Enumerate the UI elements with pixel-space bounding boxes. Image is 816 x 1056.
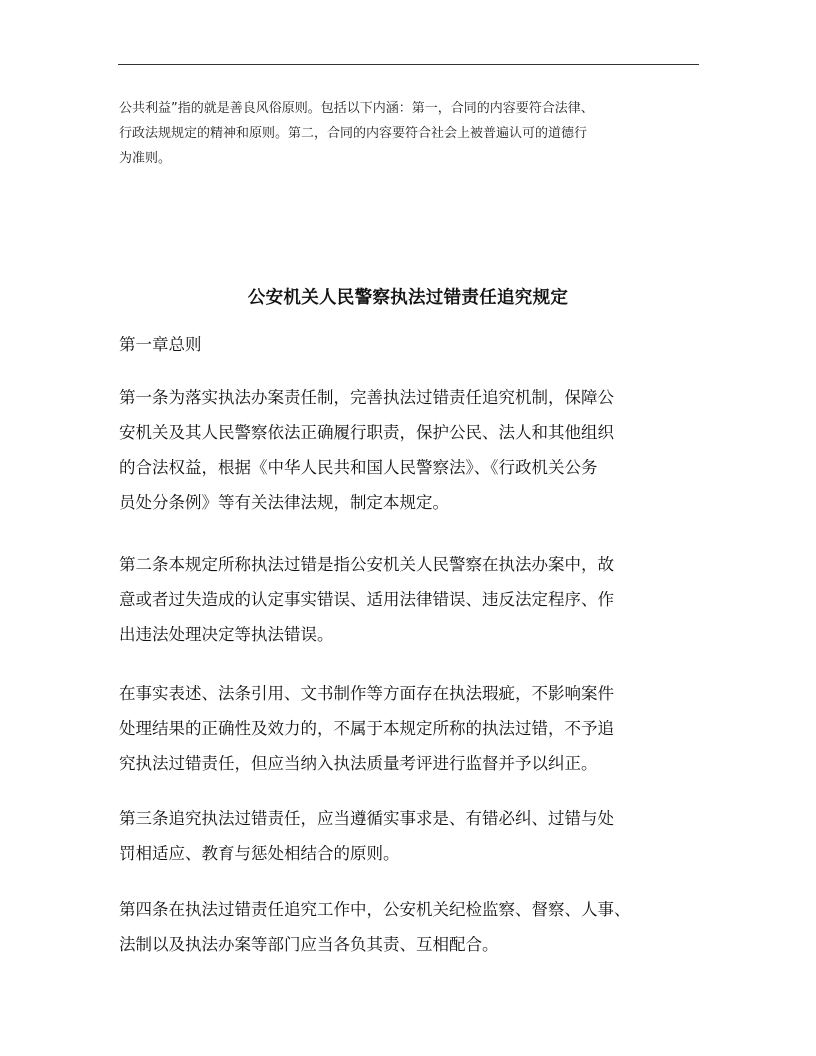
text-line: 的合法权益，根据《中华人民共和国人民警察法》、《行政机关公务 (119, 458, 598, 477)
text-line: 处理结果的正确性及效力的，不属于本规定所称的执法过错，不予追 (119, 719, 614, 738)
text-line: 罚相适应、教育与惩处相结合的原则。 (119, 844, 400, 863)
intro-paragraph (119, 96, 719, 171)
article-3-paragraph (119, 801, 719, 871)
text-line: 行政法规规定的精神和原则。第二，合同的内容要符合社会上被普遍认可的道德行 (119, 126, 588, 141)
text-line: 第一章总则 (119, 335, 202, 354)
text-line: 在事实表述、法条引用、文书制作等方面存在执法瑕疵，不影响案件 (119, 684, 614, 703)
article-2-supplement-paragraph (119, 676, 719, 781)
text-line: 安机关及其人民警察依法正确履行职责，保护公民、法人和其他组织 (119, 423, 614, 442)
article-4-paragraph (119, 892, 719, 962)
header-rule (118, 64, 699, 65)
article-2-paragraph (119, 547, 719, 652)
text-line: 第二条本规定所称执法过错是指公安机关人民警察在执法办案中，故 (119, 555, 614, 574)
text-line: 为准则。 (119, 151, 172, 166)
document-title: 公安机关人民警察执法过错责任追究规定 (247, 288, 569, 308)
text-line: 公共利益”指的就是善良风俗原则。包括以下内涵：第一，合同的内容要符合法律、 (119, 101, 594, 116)
article-1-paragraph (119, 380, 719, 520)
text-line: 第一条为落实执法办案责任制，完善执法过错责任追究机制，保障公 (119, 388, 614, 407)
text-line: 员处分条例》等有关法律法规，制定本规定。 (119, 493, 449, 512)
text-line: 第四条在执法过错责任追究工作中，公安机关纪检监察、督察、人事、 (119, 900, 631, 919)
text-line: 意或者过失造成的认定事实错误、适用法律错误、违反法定程序、作 (119, 590, 614, 609)
text-line: 究执法过错责任，但应当纳入执法质量考评进行监督并予以纠正。 (119, 754, 598, 773)
text-line: 法制以及执法办案等部门应当各负其责、互相配合。 (119, 935, 499, 954)
text-line: 第三条追究执法过错责任，应当遵循实事求是、有错必纠、过错与处 (119, 809, 614, 828)
chapter-heading (119, 327, 719, 362)
text-line: 出违法处理决定等执法错误。 (119, 625, 334, 644)
